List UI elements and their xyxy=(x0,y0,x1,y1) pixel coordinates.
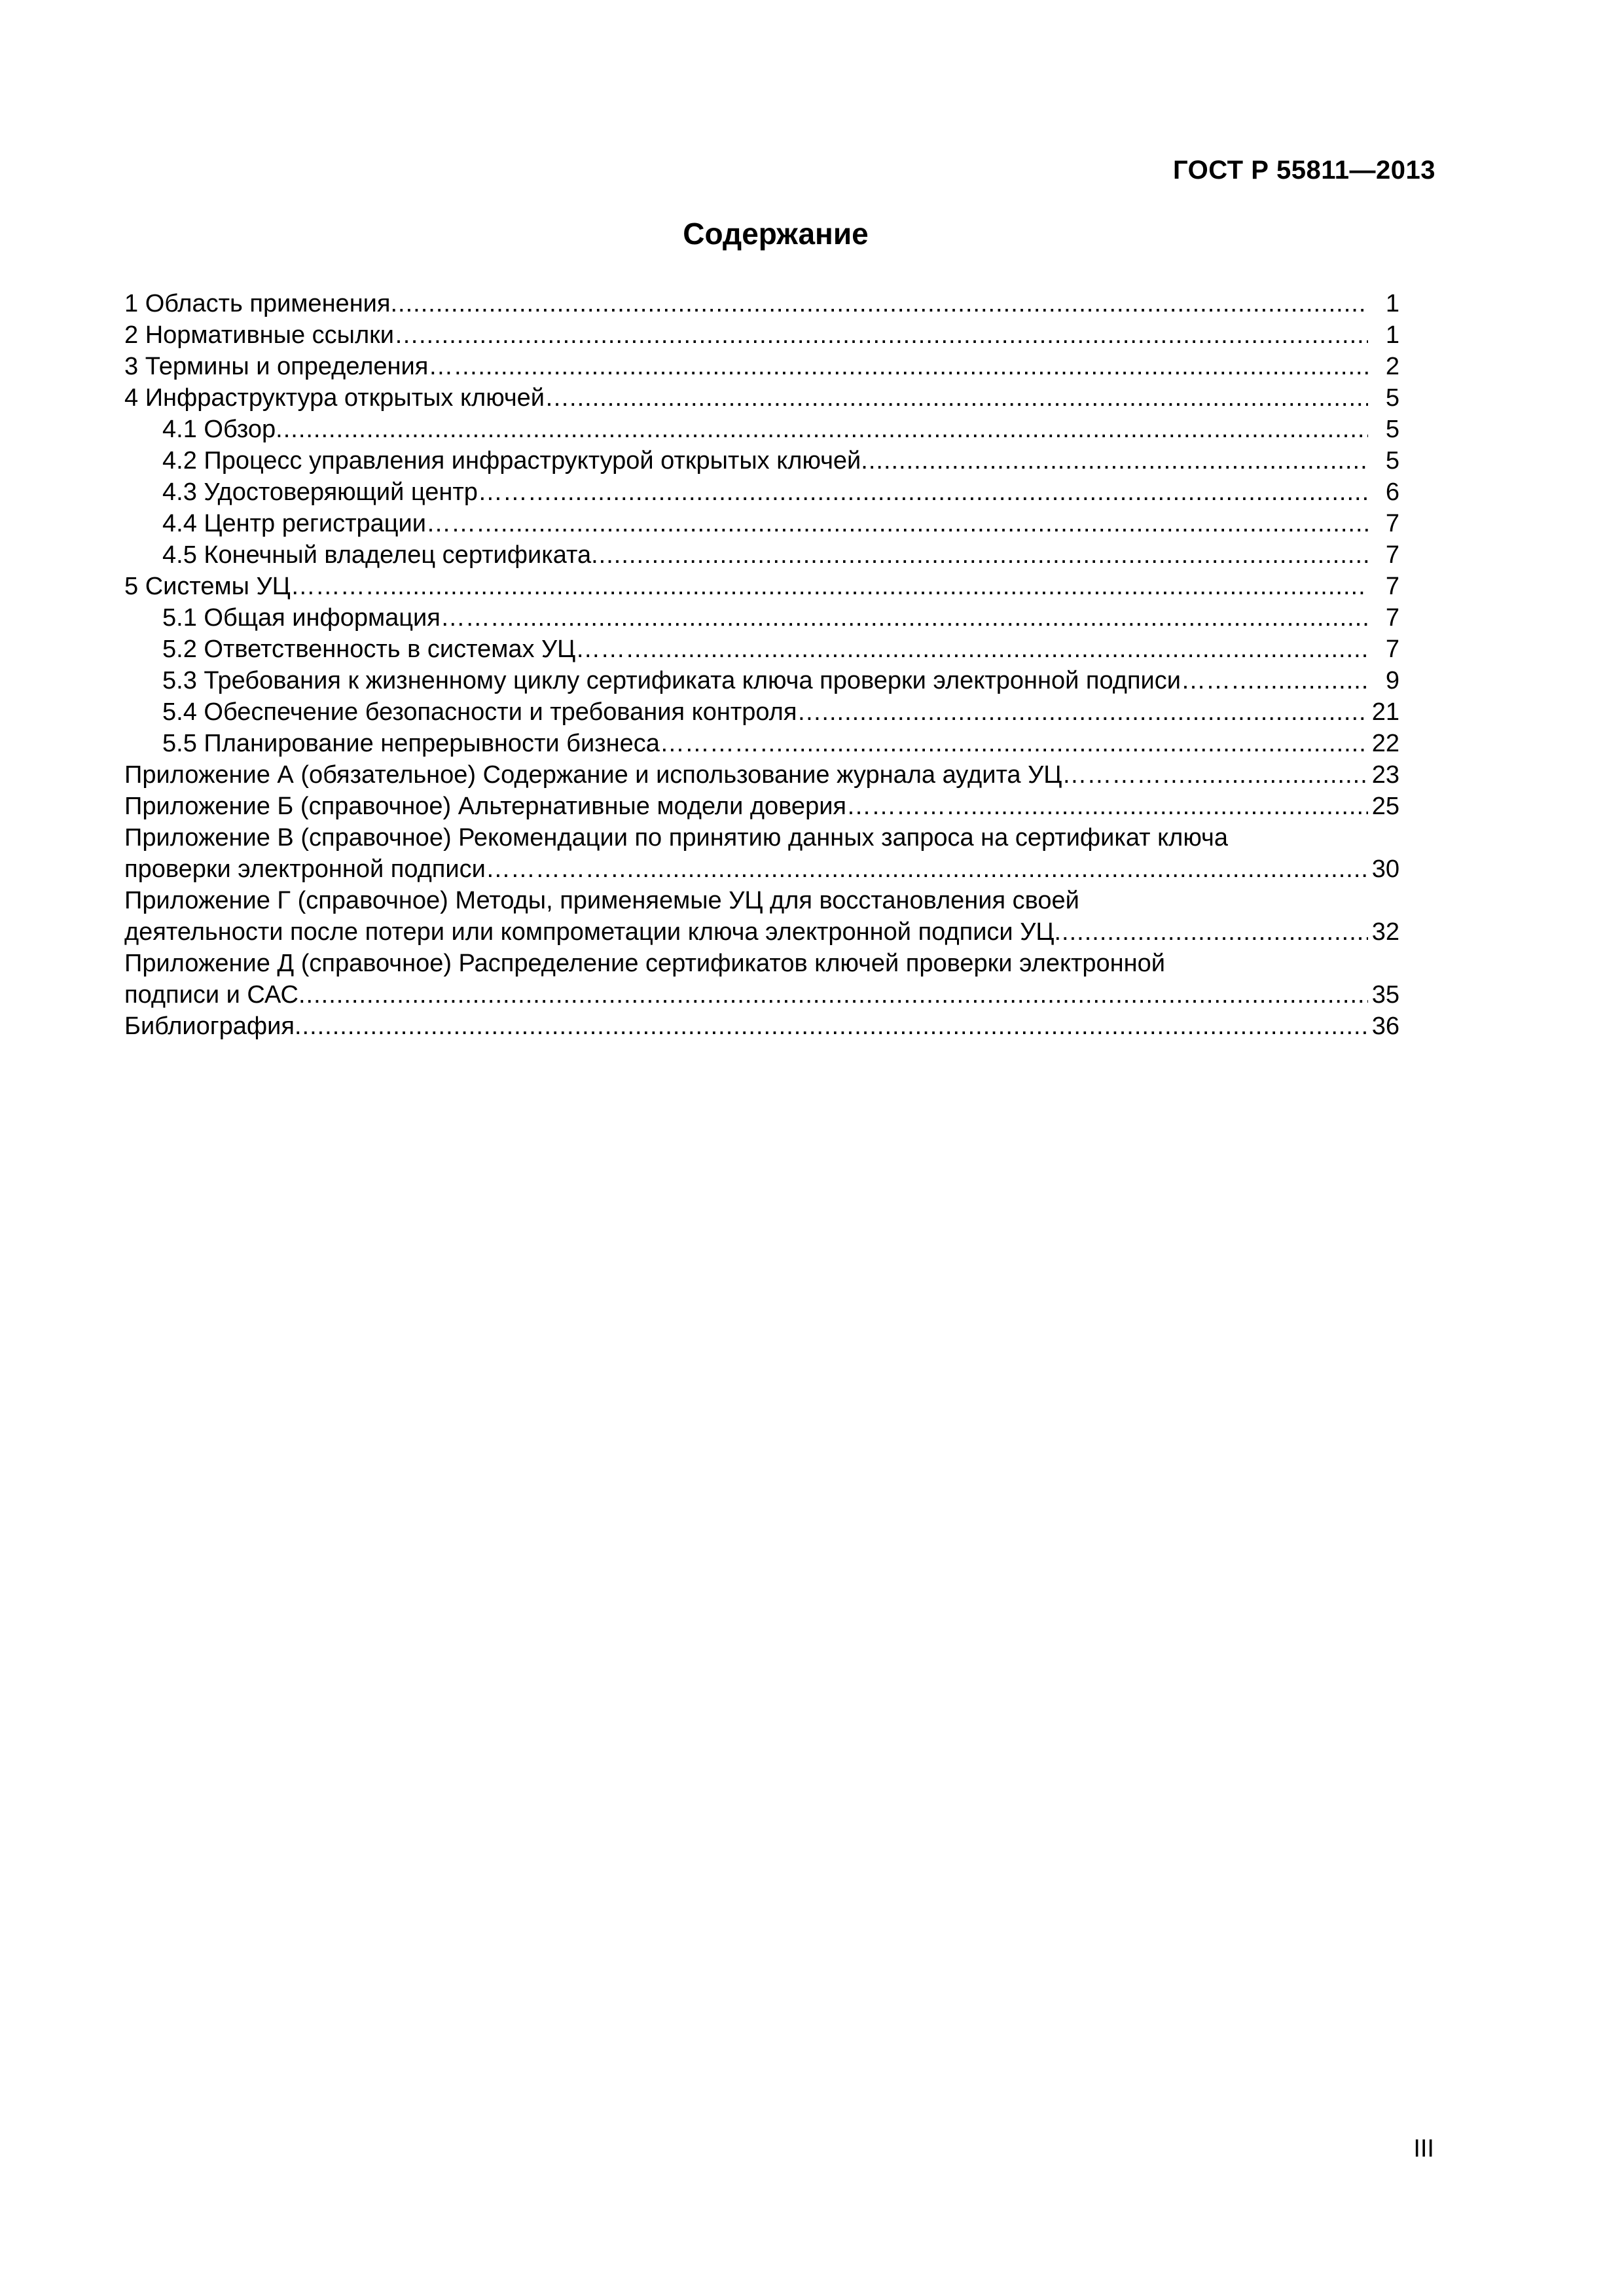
toc-page-number: 5 xyxy=(1385,384,1399,412)
toc-entry-bibliography[interactable] xyxy=(124,1011,1399,1042)
toc-entry-text: Приложение Б (справочное) Альтернативные модели доверия…………… xyxy=(124,793,971,820)
toc-entry-4-5[interactable] xyxy=(124,539,1399,571)
toc-page-number: 25 xyxy=(1371,793,1399,820)
toc-entry-text: деятельности после потери или компрометации ключа электронной подписи УЦ xyxy=(124,918,1055,946)
toc-entry-appendix-a[interactable] xyxy=(124,759,1399,791)
toc-entry-4[interactable] xyxy=(124,382,1399,414)
toc-page-number: 22 xyxy=(1371,730,1399,757)
toc-entry-appendix-g[interactable] xyxy=(124,916,1399,948)
toc-entry-appendix-d-line-1[interactable]: Приложение Д (справочное) Распределение сертификатов ключей проверки электронной xyxy=(124,950,1166,977)
toc-page-number: 2 xyxy=(1385,353,1399,380)
toc-entry-2[interactable] xyxy=(124,319,1399,351)
toc-entry-appendix-b[interactable] xyxy=(124,791,1399,822)
toc-page-number: 21 xyxy=(1371,698,1399,726)
toc-entry-5-2[interactable] xyxy=(124,634,1399,665)
toc-leader-dots xyxy=(784,728,1368,759)
toc-entry-text: 4 Инфраструктура открытых ключей… xyxy=(124,384,570,412)
toc-entry-5[interactable] xyxy=(124,571,1399,602)
table-of-contents xyxy=(124,288,1399,1042)
toc-page-number: 5 xyxy=(1385,416,1399,443)
toc-entry-text: 2 Нормативные ссылки… xyxy=(124,321,419,349)
toc-entry-text: 5.2 Ответственность в системах УЦ……… xyxy=(162,636,651,663)
toc-entry-text: 4.2 Процесс управления инфраструктурой открытых ключей xyxy=(162,447,861,475)
toc-entry-5-3[interactable] xyxy=(124,665,1399,696)
toc-page-number: 5 xyxy=(1385,447,1399,475)
toc-entry-5-1[interactable] xyxy=(124,602,1399,634)
toc-page-number: 23 xyxy=(1371,761,1399,789)
toc-page-number: 36 xyxy=(1371,1013,1399,1040)
toc-entry-text: 5.5 Планирование непрерывности бизнеса…………… xyxy=(162,730,784,757)
toc-entry-3[interactable] xyxy=(124,351,1399,382)
page-title: Содержание xyxy=(683,217,869,251)
toc-entry-appendix-g-line-1[interactable]: Приложение Г (справочное) Методы, применяемые УЦ для восстановления своей xyxy=(124,887,1079,914)
toc-entry-text: 5.1 Общая информация……… xyxy=(162,604,515,632)
toc-leader-dots xyxy=(419,319,1368,351)
toc-page-number: 1 xyxy=(1385,321,1399,349)
toc-leader-dots xyxy=(569,382,1368,414)
toc-entry-5-5[interactable] xyxy=(124,728,1399,759)
toc-page-number: 35 xyxy=(1371,981,1399,1009)
toc-entry-5-4[interactable] xyxy=(124,696,1399,728)
toc-leader-dots xyxy=(635,853,1368,885)
toc-page-number: 7 xyxy=(1385,604,1399,632)
toc-leader-dots xyxy=(298,979,1368,1011)
toc-entry-text: 5.3 Требования к жизненному циклу сертификата ключа проверки электронной подписи……… xyxy=(162,667,1255,694)
toc-leader-dots xyxy=(276,414,1368,445)
toc-entry-text: 4.3 Удостоверяющий центр……… xyxy=(162,478,552,506)
toc-page-number: 6 xyxy=(1385,478,1399,506)
toc-leader-dots xyxy=(501,508,1368,539)
toc-entry-text: Библиография xyxy=(124,1013,295,1040)
toc-entry-4-2[interactable] xyxy=(124,445,1399,476)
toc-entry-text: 3 Термины и определения…… xyxy=(124,353,478,380)
toc-leader-dots xyxy=(515,602,1368,634)
toc-page-number: 32 xyxy=(1371,918,1399,946)
toc-leader-dots xyxy=(650,634,1368,665)
toc-entry-appendix-d[interactable] xyxy=(124,979,1399,1011)
toc-leader-dots xyxy=(390,571,1368,602)
toc-entry-text: 5.4 Обеспечение безопасности и требования контроля… xyxy=(162,698,822,726)
toc-entry-text: подписи и САС xyxy=(124,981,298,1009)
toc-page-number: 9 xyxy=(1385,667,1399,694)
toc-entry-text: 4.1 Обзор xyxy=(162,416,276,443)
toc-entry-4-1[interactable] xyxy=(124,414,1399,445)
toc-entry-text: Приложение А (обязательное) Содержание и использование журнала аудита УЦ…………… xyxy=(124,761,1187,789)
toc-leader-dots xyxy=(1186,759,1367,791)
toc-page-number: 7 xyxy=(1385,573,1399,600)
toc-leader-dots xyxy=(861,445,1368,476)
toc-page-number: 1 xyxy=(1385,290,1399,317)
toc-leader-dots xyxy=(821,696,1367,728)
toc-entry-text: проверки электронной подписи……………… xyxy=(124,855,635,883)
toc-entry-4-3[interactable] xyxy=(124,476,1399,508)
toc-page-number: 30 xyxy=(1371,855,1399,883)
toc-leader-dots xyxy=(295,1011,1368,1042)
document-code: ГОСТ Р 55811—2013 xyxy=(1173,156,1435,185)
toc-entry-appendix-v-line-1[interactable]: Приложение В (справочное) Рекомендации по принятию данных запроса на сертификат ключа xyxy=(124,824,1228,852)
toc-leader-dots xyxy=(1255,665,1368,696)
toc-leader-dots xyxy=(971,791,1368,822)
toc-entry-text: 5 Системы УЦ………… xyxy=(124,573,390,600)
toc-entry-1[interactable] xyxy=(124,288,1399,319)
toc-page-number: 7 xyxy=(1385,636,1399,663)
toc-entry-appendix-v[interactable] xyxy=(124,853,1399,885)
toc-entry-4-4[interactable] xyxy=(124,508,1399,539)
toc-entry-text: 4.4 Центр регистрации……… xyxy=(162,510,501,537)
toc-page-number: 7 xyxy=(1385,541,1399,569)
toc-leader-dots xyxy=(478,351,1368,382)
page-number: III xyxy=(1413,2135,1434,2162)
toc-entry-text: 1 Область применения xyxy=(124,290,391,317)
toc-leader-dots xyxy=(591,539,1368,571)
toc-entry-text: 4.5 Конечный владелец сертификата xyxy=(162,541,592,569)
toc-leader-dots xyxy=(552,476,1368,508)
toc-leader-dots xyxy=(390,288,1368,319)
toc-page-number: 7 xyxy=(1385,510,1399,537)
toc-leader-dots xyxy=(1054,916,1367,948)
